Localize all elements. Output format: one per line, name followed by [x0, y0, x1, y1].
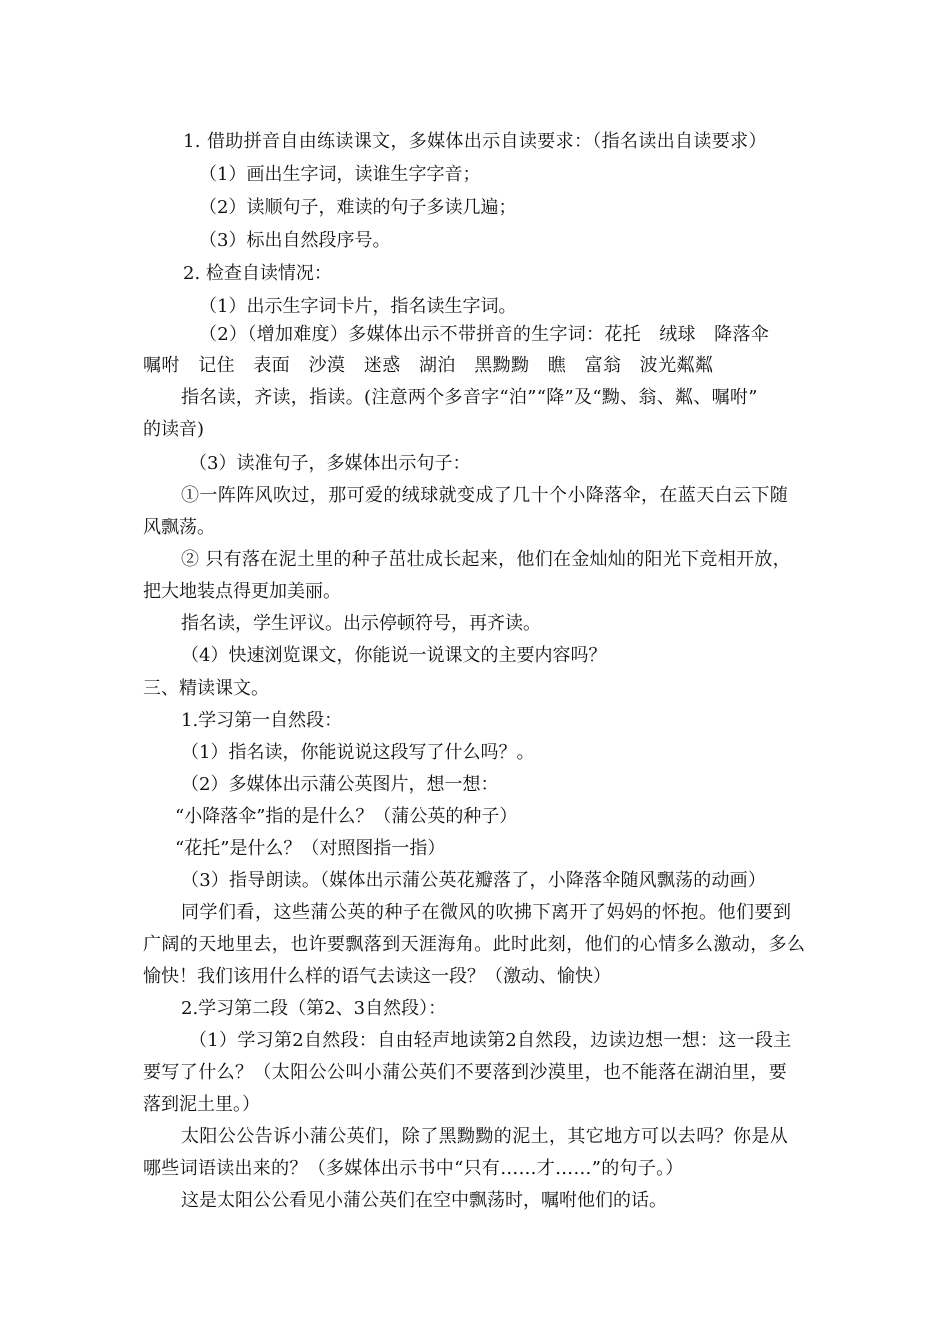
text-line: 指名读，齐读，指读。(注意两个多音字“泊”“降”及“黝、翁、粼、嘱咐”: [181, 387, 758, 408]
text-line: 哪些词语读出来的？（多媒体出示书中“只有……才……”的句子。）: [143, 1158, 684, 1179]
text-line: 指名读，学生评议。出示停顿符号，再齐读。: [181, 613, 541, 634]
text-line: 的读音): [143, 419, 205, 440]
text-line: （2）多媒体出示蒲公英图片，想一想：: [181, 774, 499, 795]
text-line: （3）读准句子，多媒体出示句子：: [189, 453, 471, 474]
text-line: （4）快速浏览课文，你能说一说课文的主要内容吗？: [181, 645, 607, 666]
text-line: 嘱咐 记住 表面 沙漠 迷惑 湖泊 黑黝黝 瞧 富翁 波光粼粼: [143, 355, 714, 376]
text-line: ①一阵阵风吹过，那可爱的绒球就变成了几十个小降落伞，在蓝天白云下随: [181, 485, 789, 506]
section-heading: 三、精读课文。: [143, 678, 269, 699]
text-line: （2）读顺句子，难读的句子多读几遍；: [199, 197, 517, 218]
text-line: 把大地装点得更加美丽。: [143, 581, 341, 602]
text-line: （1）学习第2自然段：自由轻声地读第2自然段，边读边想一想：这一段主: [189, 1030, 792, 1051]
text-line: 风飘荡。: [143, 517, 215, 538]
text-line: （3）指导朗读。（媒体出示蒲公英花瓣落了，小降落伞随风飘荡的动画）: [181, 870, 767, 891]
text-line: ② 只有落在泥土里的种子茁壮成长起来，他们在金灿灿的阳光下竞相开放，: [181, 549, 791, 570]
text-line: 愉快！我们该用什么样的语气去读这一段？（激动、愉快）: [143, 966, 611, 987]
text-line: （3）标出自然段序号。: [199, 230, 391, 251]
text-line: 2.学习第二段（第2、3自然段）：: [181, 998, 447, 1019]
text-line: （1）画出生字词，读谁生字字音；: [199, 164, 481, 185]
text-line: “小降落伞”指的是什么？（蒲公英的种子）: [175, 806, 518, 827]
text-line: （1）指名读，你能说说这段写了什么吗？。: [181, 742, 535, 763]
text-line: 这是太阳公公看见小蒲公英们在空中飘荡时，嘱咐他们的话。: [181, 1190, 667, 1211]
text-line: （2）（增加难度）多媒体出示不带拼音的生字词：花托 绒球 降落伞: [199, 324, 770, 345]
text-line: 太阳公公告诉小蒲公英们，除了黑黝黝的泥土，其它地方可以去吗？你是从: [181, 1126, 789, 1147]
text-line: 落到泥土里。）: [143, 1094, 260, 1115]
text-line: 广阔的天地里去，也许要飘落到天涯海角。此时此刻，他们的心情多么激动，多么: [143, 934, 806, 955]
text-line: 2. 检查自读情况：: [183, 263, 332, 284]
text-line: （1）出示生字词卡片，指名读生字词。: [199, 296, 517, 317]
text-line: 要写了什么？（太阳公公叫小蒲公英们不要落到沙漠里，也不能落在湖泊里，要: [143, 1062, 787, 1083]
text-line: 同学们看，这些蒲公英的种子在微风的吹拂下离开了妈妈的怀抱。他们要到: [181, 902, 792, 923]
text-line: 1.学习第一自然段：: [181, 710, 343, 731]
text-line: 1. 借助拼音自由练读课文，多媒体出示自读要求：（指名读出自读要求）: [183, 131, 767, 152]
text-line: “花托”是什么？（对照图指一指）: [175, 838, 446, 859]
